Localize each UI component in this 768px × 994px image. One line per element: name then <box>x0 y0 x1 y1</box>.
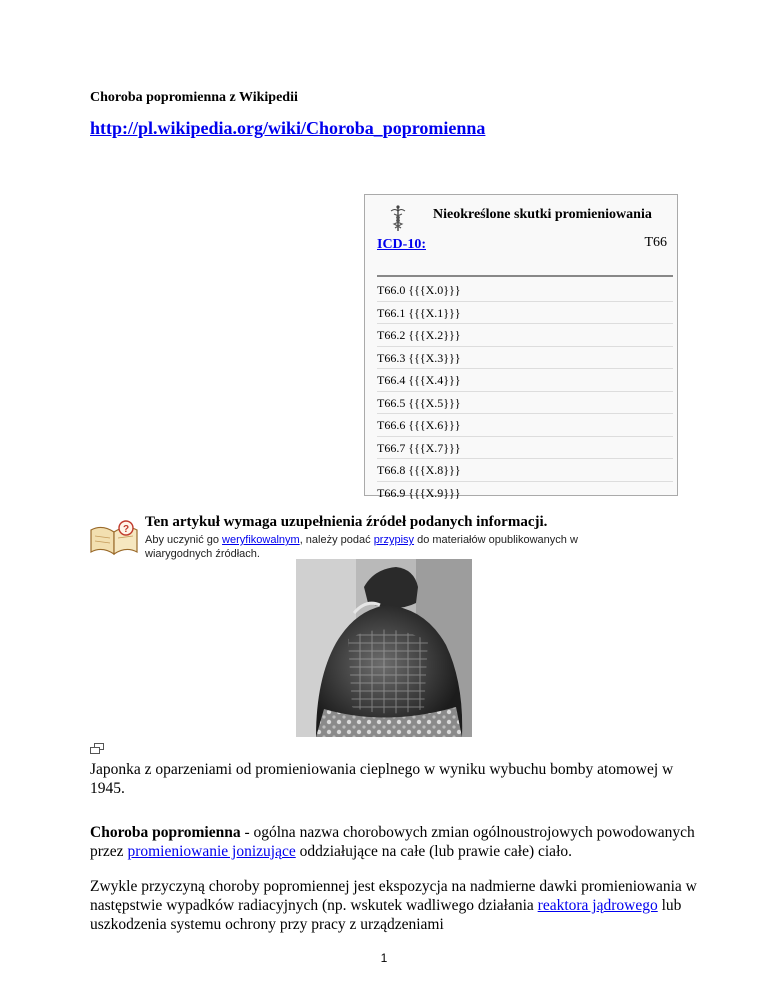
infobox-row: T66.2 {{{X.2}}} <box>377 324 673 347</box>
enlarge-icon[interactable] <box>90 743 104 755</box>
infobox-row: T66.6 {{{X.6}}} <box>377 414 673 437</box>
icd-10-link[interactable]: ICD-10: <box>377 237 426 252</box>
infobox-row: T66.3 {{{X.3}}} <box>377 347 673 370</box>
infobox-row: T66.9 {{{X.9}}} <box>377 485 461 500</box>
svg-text:?: ? <box>123 524 130 535</box>
infobox <box>364 194 678 500</box>
infobox-row: T66.7 {{{X.7}}} <box>377 437 673 460</box>
paragraph: Zwykle przyczyną choroby popromiennej jest ekspozycja na nadmierne dawki promieniowania w następstwie wypadków radiacyjnych (np. wskutek wadliwego działania reaktora jądrowego lub uszkodzenia systemu ochrony przy pracy z urządzeniami <box>90 878 697 933</box>
infobox-rows <box>377 279 673 504</box>
notice-body: Aby uczynić go weryfikowalnym, należy podać przypisy do materiałów opublikowanych w wiarygodnych źródłach. <box>145 534 578 560</box>
notice-title: Ten artykuł wymaga uzupełnienia źródeł podanych informacji. <box>145 514 548 530</box>
infobox-row: T66.5 {{{X.5}}} <box>377 392 673 415</box>
historical-photo[interactable] <box>296 559 472 737</box>
infobox-row: T66.0 {{{X.0}}} <box>377 279 673 302</box>
term-bold: Choroba popromienna <box>90 824 241 841</box>
ionizing-radiation-link[interactable]: promieniowanie jonizujące <box>127 843 296 860</box>
paragraph: Choroba popromienna - ogólna nazwa chorobowych zmian ogólnoustrojowych powodowanych przez promieniowanie jonizujące oddziałujące na całe (lub prawie całe) ciało. <box>90 824 695 860</box>
icd-code: T66 <box>644 235 667 250</box>
figure-caption: Japonka z oparzeniami od promieniowania cieplnego w wyniku wybuchu bomby atomowej w 1945. <box>90 761 674 797</box>
page-number: 1 <box>380 951 388 965</box>
infobox-row: T66.8 {{{X.8}}} <box>377 459 673 482</box>
infobox-row: T66.1 {{{X.1}}} <box>377 302 673 325</box>
source-url-link[interactable]: http://pl.wikipedia.org/wiki/Choroba_popromienna <box>90 118 486 138</box>
infobox-divider <box>377 275 673 277</box>
verifiable-link[interactable]: weryfikowalnym <box>222 534 300 546</box>
footnotes-link[interactable]: przypisy <box>373 534 415 546</box>
open-book-icon <box>88 518 140 558</box>
nuclear-reactor-link[interactable]: reaktora jądrowego <box>537 897 658 914</box>
document-title: Choroba popromienna z Wikipedii <box>90 90 298 105</box>
infobox-title: Nieokreślone skutki promieniowania <box>433 207 652 222</box>
infobox-row: T66.4 {{{X.4}}} <box>377 369 673 392</box>
caduceus-icon <box>387 204 409 232</box>
